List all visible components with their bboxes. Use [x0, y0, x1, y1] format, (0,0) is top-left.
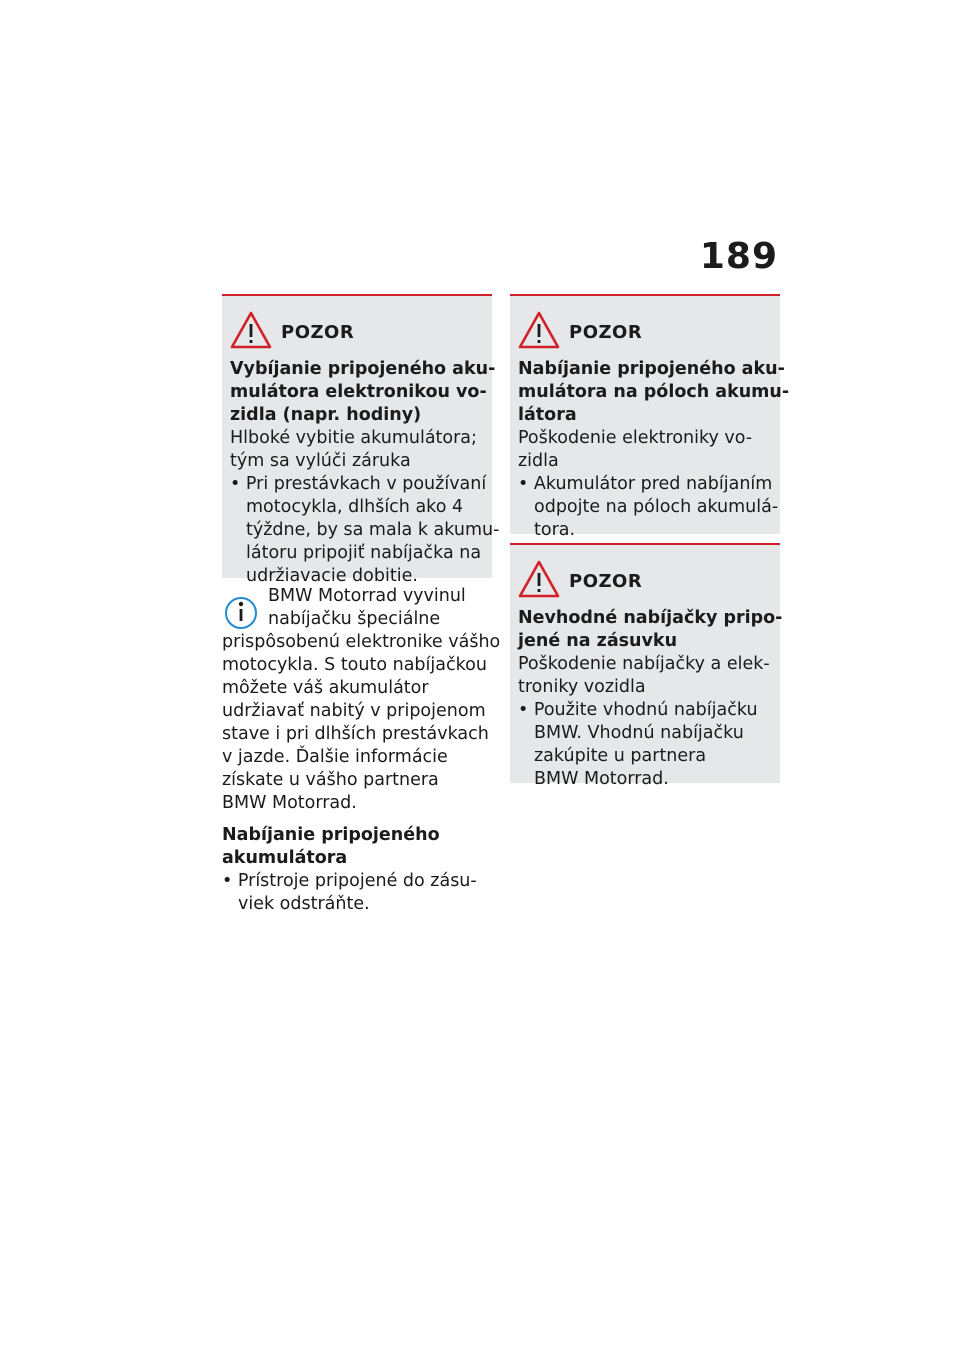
info-text-line: v jazde. Ďalšie informácie	[222, 747, 448, 767]
warning-headline: látora	[518, 405, 577, 425]
warning-bullet: • Pri prestávkach v používaní	[230, 474, 487, 494]
warning-consequence: Poškodenie nabíjačky a elek-	[518, 654, 770, 674]
warning-headline: mulátora na póloch akumu-	[518, 382, 790, 402]
warning-consequence: zidla	[518, 451, 559, 471]
warning-consequence: Hlboké vybitie akumulátora;	[230, 428, 477, 448]
warning-headline: jené na zásuvku	[518, 631, 678, 651]
info-note	[222, 585, 501, 815]
warning-headline: Vybíjanie pripojeného aku-	[230, 359, 496, 379]
info-text-line: BMW Motorrad vyvinul	[268, 586, 466, 606]
warning-bullet: motocykla, dlhších ako 4	[246, 497, 464, 517]
warning-header	[518, 545, 772, 607]
info-text-line: motocykla. S touto nabíjačkou	[222, 655, 487, 675]
info-text-line: môžete váš akumulátor	[222, 678, 429, 698]
warning-header	[518, 296, 772, 358]
section-bullet: • Prístroje pripojené do zásu-	[222, 871, 477, 891]
info-text-line: stave i pri dlhších prestávkach	[222, 724, 489, 744]
warning-consequence: troniky vozidla	[518, 677, 646, 697]
warning-triangle-icon	[517, 559, 561, 599]
section-heading: akumulátora	[222, 848, 348, 868]
warning-title: POZOR	[281, 321, 355, 343]
info-text-line: získate u vášho partnera	[222, 770, 439, 790]
warning-consequence: Poškodenie elektroniky vo-	[518, 428, 753, 448]
warning-title: POZOR	[569, 321, 643, 343]
warning-box-pole-charging	[510, 294, 790, 540]
warning-headline: zidla (napr. hodiny)	[230, 405, 422, 425]
page-number: 189	[699, 236, 778, 277]
warning-header	[230, 296, 484, 358]
warning-bullet: • Akumulátor pred nabíjaním	[518, 474, 773, 494]
warning-consequence: tým sa vylúči záruka	[230, 451, 411, 471]
warning-bullet: odpojte na póloch akumulá-	[534, 497, 779, 517]
warning-headline: Nevhodné nabíjačky pripo-	[518, 608, 783, 628]
warning-title: POZOR	[569, 570, 643, 592]
warning-bullet: udržiavacie dobitie.	[246, 566, 418, 586]
section-heading: Nabíjanie pripojeného	[222, 825, 440, 845]
warning-triangle-icon	[517, 310, 561, 350]
warning-headline: Nabíjanie pripojeného aku-	[518, 359, 785, 379]
info-text-line: prispôsobenú elektronike vášho	[222, 632, 501, 652]
warning-bullet: týždne, by sa mala k akumu-	[246, 520, 500, 540]
warning-bullet: tora.	[534, 520, 576, 540]
section-bullet: viek odstráňte.	[238, 894, 370, 914]
warning-box-discharge	[222, 294, 500, 586]
warning-triangle-icon	[229, 310, 273, 350]
warning-bullet: • Použite vhodnú nabíjačku	[518, 700, 758, 720]
info-text-line: BMW Motorrad.	[222, 793, 357, 813]
warning-bullet: zakúpite u partnera	[534, 746, 707, 766]
warning-box-unsuitable-chargers	[510, 543, 783, 789]
info-text-line: udržiavať nabitý v pripojenom	[222, 701, 486, 721]
warning-bullet: látoru pripojiť nabíjačka na	[246, 543, 482, 563]
warning-bullet: BMW Motorrad.	[534, 769, 669, 789]
section-charging	[222, 824, 494, 916]
warning-bullet: BMW. Vhodnú nabíjačku	[534, 723, 744, 743]
info-text-line: nabíjačku špeciálne	[268, 609, 441, 629]
warning-headline: mulátora elektronikou vo-	[230, 382, 487, 402]
